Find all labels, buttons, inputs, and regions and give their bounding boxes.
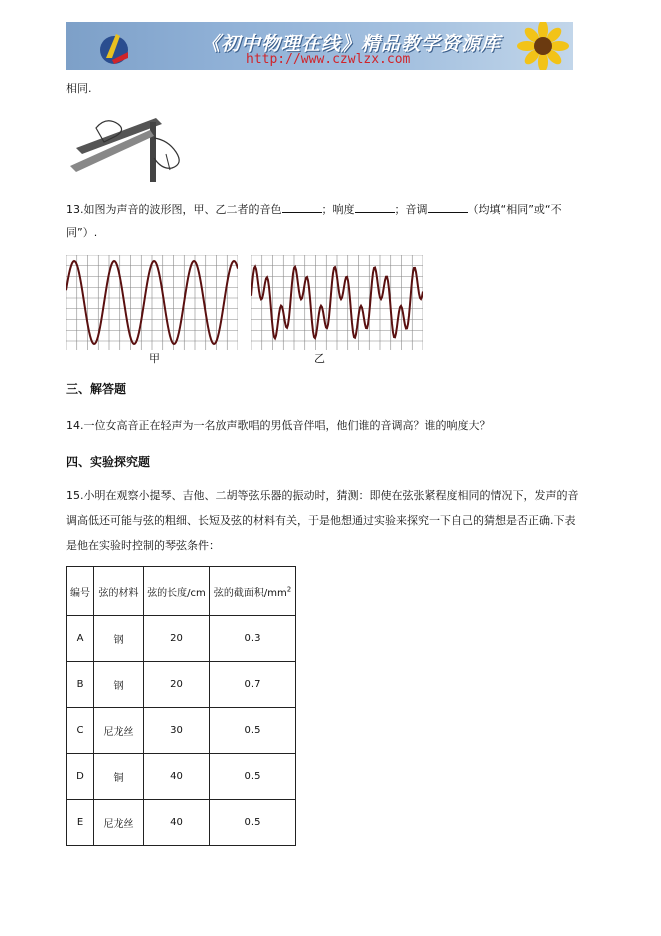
cell-material: 铜 — [94, 754, 144, 800]
cell-area: 0.5 — [210, 754, 296, 800]
cell-length: 20 — [144, 662, 210, 708]
cell-area: 0.5 — [210, 708, 296, 754]
cell-material: 钢 — [94, 616, 144, 662]
cell-area: 0.5 — [210, 800, 296, 846]
cell-length: 40 — [144, 800, 210, 846]
waveform-yi — [251, 255, 423, 350]
waveform-jia-grid — [66, 255, 238, 350]
cell-length: 20 — [144, 616, 210, 662]
cell-material: 钢 — [94, 662, 144, 708]
cell-material: 尼龙丝 — [94, 708, 144, 754]
waveform-yi-label: 乙 — [314, 352, 325, 365]
header-number: 编号 — [67, 567, 94, 616]
table-row — [67, 800, 296, 846]
header-material: 弦的材料 — [94, 567, 144, 616]
table-header-row — [67, 567, 296, 616]
table-row — [67, 616, 296, 662]
ruler-on-table-photo — [66, 108, 196, 186]
loudness-answer-blank[interactable] — [355, 202, 395, 213]
cell-material: 尼龙丝 — [94, 800, 144, 846]
q13-text-3: ；音调 — [394, 203, 428, 216]
cell-id: E — [67, 800, 94, 846]
cell-area: 0.3 — [210, 616, 296, 662]
waveform-jia — [66, 255, 238, 350]
q13-text-1: 13.如图为声音的波形图，甲、乙二者的音色 — [66, 203, 282, 216]
cell-id: B — [67, 662, 94, 708]
header-area-label: 弦的截面积/mm — [213, 587, 287, 599]
timbre-answer-blank[interactable] — [282, 202, 322, 213]
sunflower-icon — [503, 22, 573, 70]
cell-id: D — [67, 754, 94, 800]
cell-length: 40 — [144, 754, 210, 800]
question-15-line2: 调高低还可能与弦的粗细、长短及弦的材料有关，于是他想通过实验来探究一下自己的猜想是否正确.下表 — [66, 514, 576, 527]
q13-text-2: ；响度 — [321, 203, 355, 216]
header-area — [210, 567, 296, 616]
q13-text-4: （均填“相同”或“不 — [467, 203, 562, 216]
banner-title: 《初中物理在线》精品教学资源库 — [201, 33, 502, 55]
section-4-heading: 四、实验探究题 — [66, 455, 151, 469]
header-area-exponent: 2 — [286, 585, 292, 594]
section-3-heading: 三、解答题 — [66, 382, 127, 396]
question-15-line3: 是他在实验时控制的琴弦条件： — [66, 539, 220, 552]
cell-area: 0.7 — [210, 662, 296, 708]
header-length: 弦的长度/cm — [144, 567, 210, 616]
cell-id: A — [67, 616, 94, 662]
question-15-line1: 15.小明在观察小提琴、吉他、二胡等弦乐器的振动时，猜测：即使在弦张紧程度相同的情况下，发声的音 — [66, 489, 579, 502]
table-row — [67, 754, 296, 800]
banner-url: http://www.czwlzx.com — [246, 52, 411, 67]
site-logo-icon — [94, 28, 134, 66]
header-banner — [66, 22, 573, 70]
cell-length: 30 — [144, 708, 210, 754]
string-conditions-table — [66, 566, 296, 846]
table-row — [67, 662, 296, 708]
waveform-jia-label: 甲 — [149, 352, 160, 365]
question-13 — [66, 202, 562, 217]
text-fragment: 相同. — [66, 82, 92, 95]
question-14: 14.一位女高音正在轻声为一名放声歌唱的男低音伴唱，他们谁的音调高？谁的响度大？ — [66, 419, 491, 432]
cell-id: C — [67, 708, 94, 754]
pitch-answer-blank[interactable] — [428, 202, 468, 213]
table-row — [67, 708, 296, 754]
question-13-line2: 同”）. — [66, 226, 98, 239]
